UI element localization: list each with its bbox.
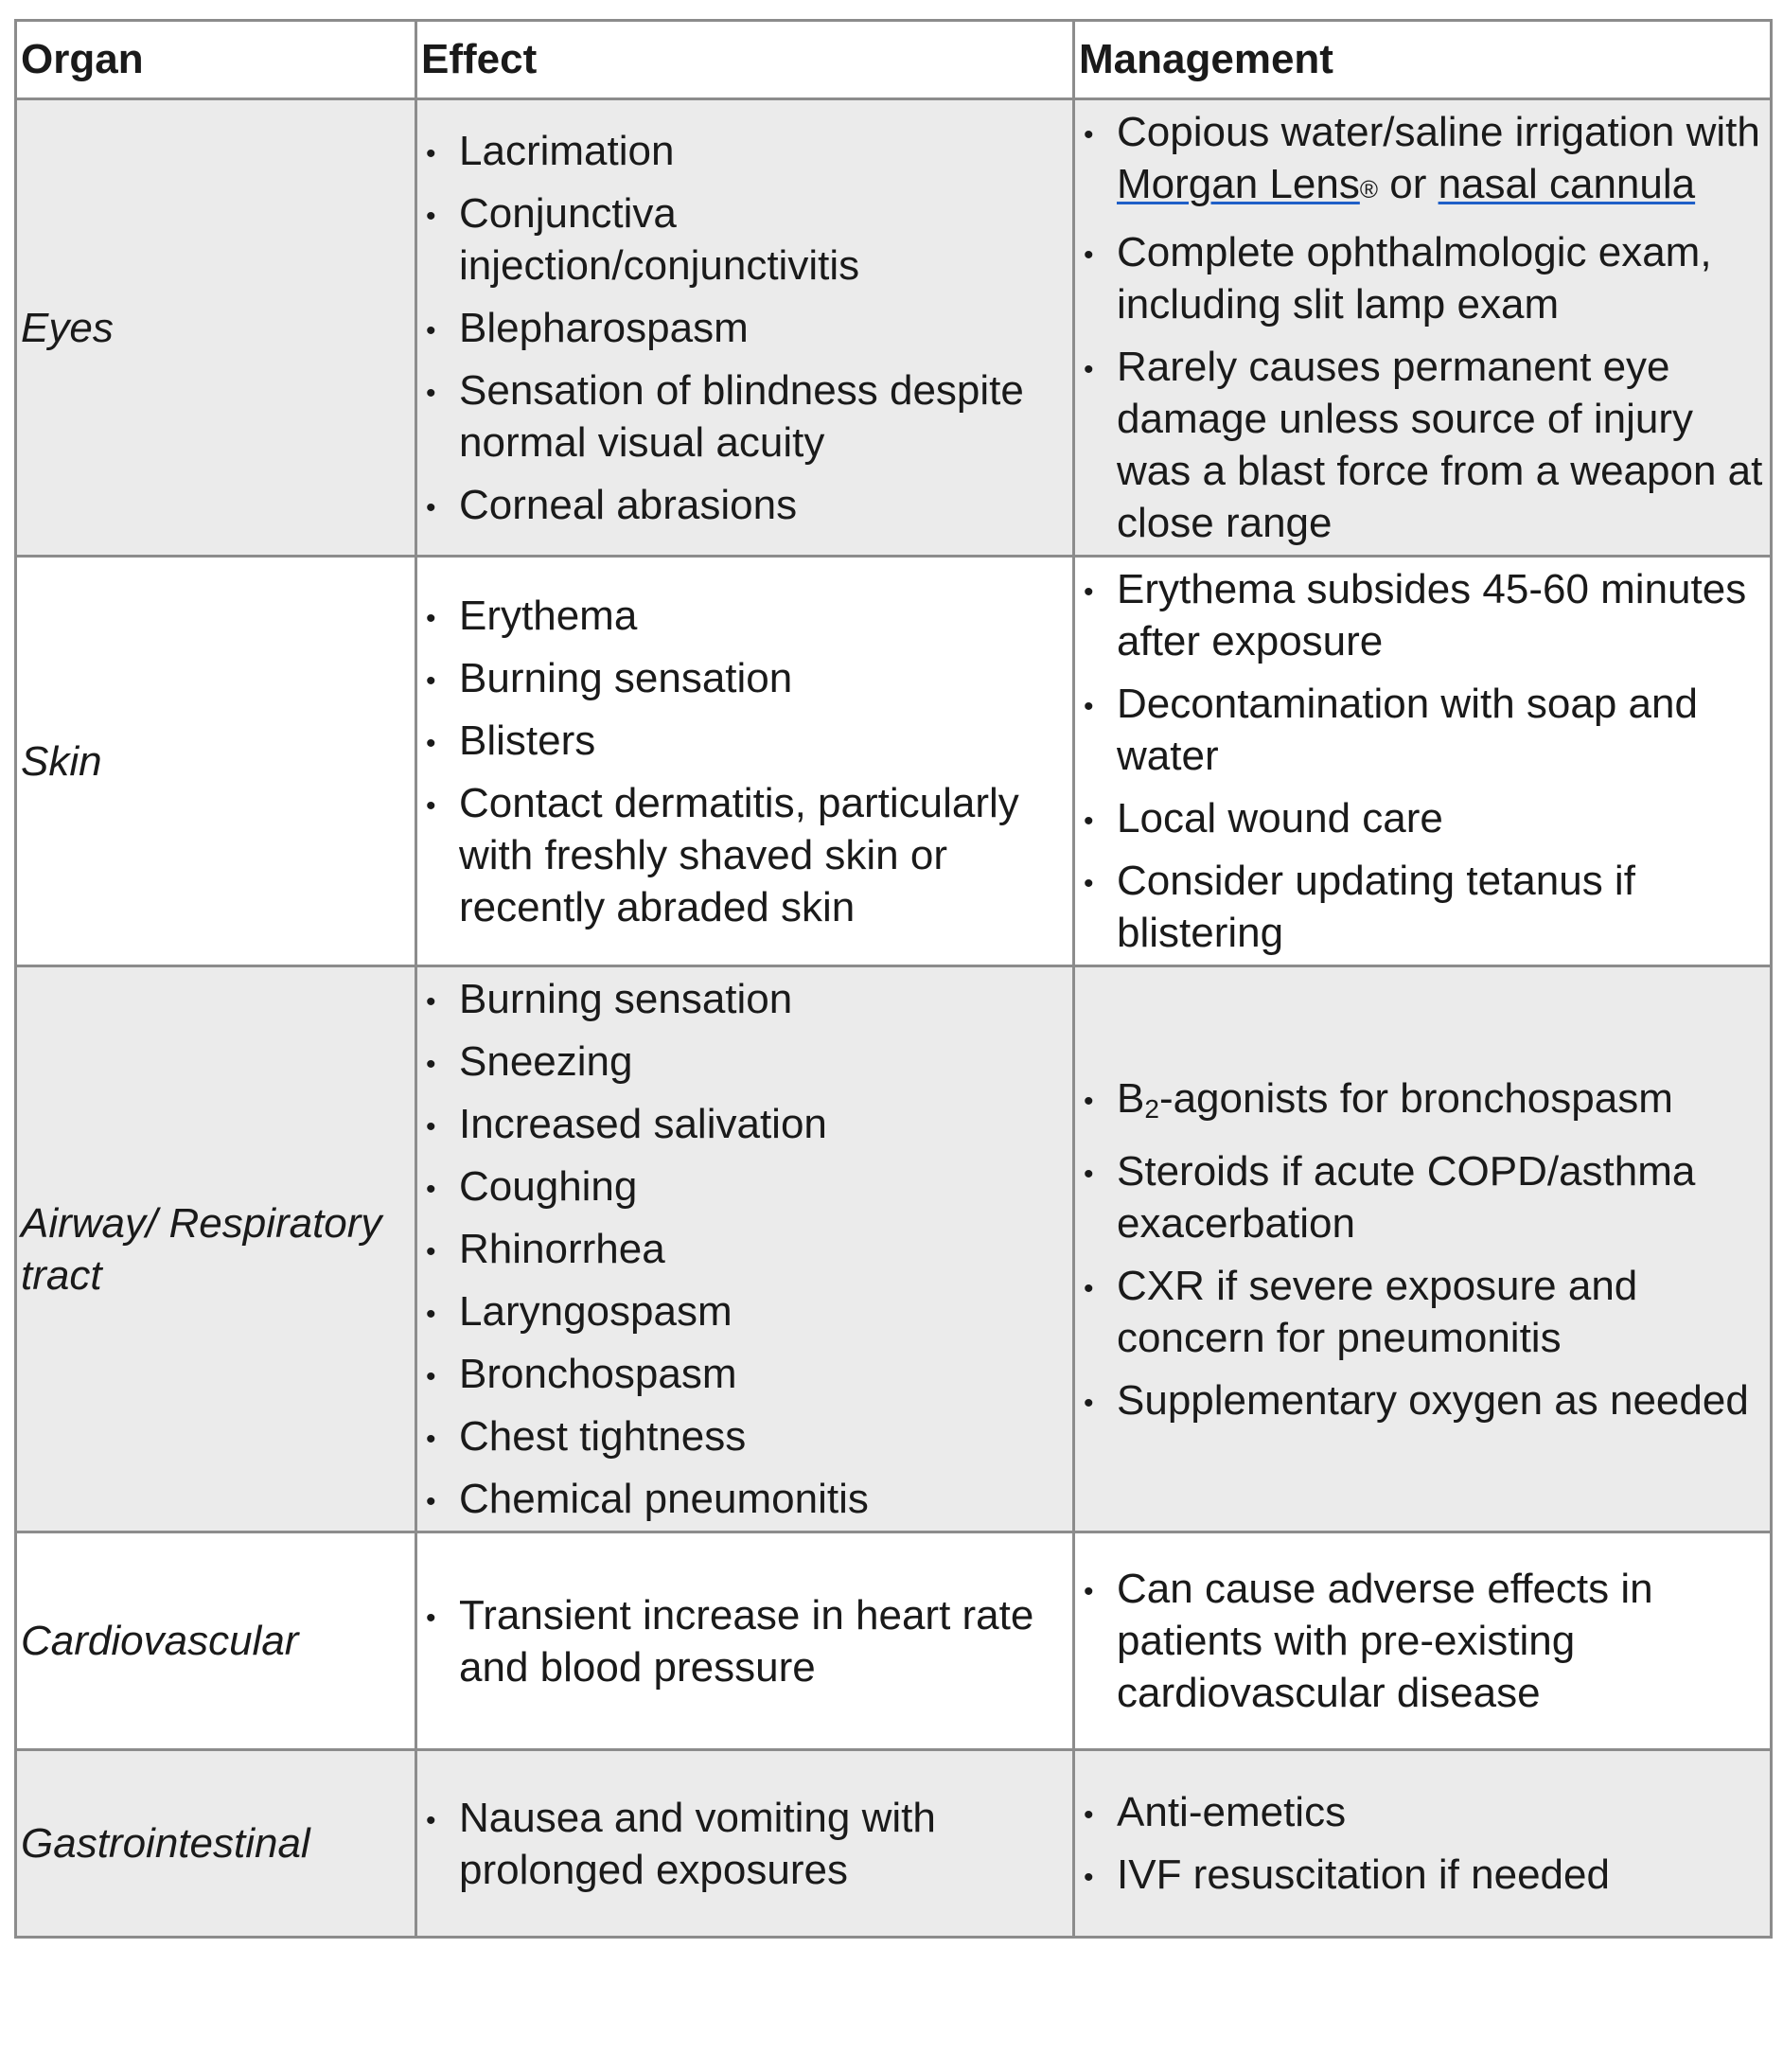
effect-text: Erythema <box>459 592 638 639</box>
bullet-icon: • <box>1084 1862 1094 1893</box>
bullet-icon: • <box>426 377 436 409</box>
list-item <box>1079 1849 1766 1901</box>
effect-list <box>421 1792 1068 1896</box>
list-item <box>421 1098 1068 1150</box>
effect-text: Chest tightness <box>459 1413 747 1460</box>
organ-cell: Skin <box>16 557 416 966</box>
bullet-icon: • <box>1084 1799 1094 1831</box>
effect-list <box>421 973 1068 1525</box>
management-list <box>1079 106 1766 549</box>
list-item <box>1079 341 1766 549</box>
effect-cell <box>416 557 1074 966</box>
list-item <box>421 1473 1068 1525</box>
bullet-icon: • <box>426 1236 436 1267</box>
bullet-icon: • <box>1084 239 1094 271</box>
management-text: Erythema subsides 45-60 minutes after exposure <box>1117 566 1747 664</box>
management-list <box>1079 1072 1766 1426</box>
bullet-icon: • <box>1084 119 1094 151</box>
table-row <box>16 557 1772 966</box>
management-text: Supplementary oxygen as needed <box>1117 1376 1749 1424</box>
effect-text: Nausea and vomiting with prolonged exposures <box>459 1794 936 1893</box>
effect-text: Sneezing <box>459 1038 633 1085</box>
list-item <box>421 1792 1068 1896</box>
bullet-icon: • <box>1084 1085 1094 1117</box>
effect-text: Corneal abrasions <box>459 481 798 528</box>
management-cell <box>1074 1532 1772 1750</box>
list-item <box>421 590 1068 642</box>
header-effect: Effect <box>416 21 1074 99</box>
effect-cell <box>416 966 1074 1532</box>
management-text: Rarely causes permanent eye damage unless source of injury was a blast force from a weapon at close range <box>1117 344 1763 546</box>
bullet-icon: • <box>426 200 436 232</box>
effect-list <box>421 125 1068 531</box>
management-text: IVF resuscitation if needed <box>1117 1851 1610 1898</box>
list-item <box>421 652 1068 704</box>
bullet-icon: • <box>426 1174 436 1205</box>
table-container <box>14 19 1770 1939</box>
organ-cell: Gastrointestinal <box>16 1750 416 1938</box>
management-list <box>1079 1563 1766 1719</box>
organ-effects-table <box>14 19 1773 1939</box>
list-item <box>421 125 1068 177</box>
bullet-icon: • <box>1084 806 1094 837</box>
bullet-icon: • <box>426 727 436 759</box>
management-text: Decontamination with soap and water <box>1117 681 1698 779</box>
effect-list <box>421 590 1068 933</box>
management-text: Local wound care <box>1117 795 1443 841</box>
effect-text: Sensation of blindness despite normal visual acuity <box>459 366 1024 466</box>
table-row <box>16 99 1772 557</box>
list-item <box>421 302 1068 354</box>
effect-text: Contact dermatitis, particularly with freshly shaved skin or recently abraded skin <box>459 779 1019 930</box>
list-item <box>421 1223 1068 1275</box>
list-item <box>1079 563 1766 667</box>
nasal-cannula-link[interactable]: nasal cannula <box>1438 161 1696 207</box>
bullet-icon: • <box>426 137 436 169</box>
table-row <box>16 1750 1772 1938</box>
table-row <box>16 1532 1772 1750</box>
effect-text: Coughing <box>459 1163 638 1210</box>
bullet-icon: • <box>1084 576 1094 608</box>
list-item <box>421 715 1068 767</box>
bullet-icon: • <box>426 1424 436 1455</box>
header-organ: Organ <box>16 21 416 99</box>
management-cell <box>1074 1750 1772 1938</box>
effect-text: Lacrimation <box>459 127 675 174</box>
management-list <box>1079 563 1766 959</box>
list-item <box>1079 106 1766 216</box>
effect-text: Conjunctiva injection/conjunctivitis <box>459 189 860 289</box>
organ-cell: Airway/ Respiratory tract <box>16 966 416 1532</box>
bullet-icon: • <box>426 664 436 697</box>
organ-cell: Eyes <box>16 99 416 557</box>
management-text: -agonists for bronchospasm <box>1158 1074 1673 1122</box>
list-item <box>421 1410 1068 1462</box>
list-item <box>1079 1374 1766 1426</box>
bullet-icon: • <box>426 1602 436 1634</box>
effect-text: Transient increase in heart rate and blood pressure <box>459 1591 1034 1691</box>
bullet-icon: • <box>426 314 436 346</box>
bullet-icon: • <box>426 789 436 822</box>
management-text: Copious water/saline irrigation with <box>1117 109 1760 155</box>
effect-list <box>421 1589 1068 1693</box>
bullet-icon: • <box>426 1299 436 1330</box>
bullet-icon: • <box>426 1111 436 1142</box>
table-header-row <box>16 21 1772 99</box>
effect-text: Increased salivation <box>459 1101 827 1147</box>
list-item <box>1079 678 1766 782</box>
bullet-icon: • <box>1084 691 1094 722</box>
effect-cell <box>416 1750 1074 1938</box>
bullet-icon: • <box>1084 1158 1094 1190</box>
management-text: Steroids if acute COPD/asthma exacerbation <box>1117 1147 1696 1247</box>
bullet-icon: • <box>1084 1387 1094 1419</box>
list-item <box>1079 792 1766 844</box>
list-item <box>1079 1260 1766 1364</box>
management-text: or <box>1378 161 1439 207</box>
management-text: Consider updating tetanus if blistering <box>1117 858 1635 956</box>
effect-text: Chemical pneumonitis <box>459 1476 869 1522</box>
management-cell <box>1074 966 1772 1532</box>
bullet-icon: • <box>426 986 436 1018</box>
bullet-icon: • <box>426 1804 436 1836</box>
management-text: B <box>1117 1074 1145 1122</box>
list-item <box>421 1036 1068 1088</box>
bullet-icon: • <box>426 1049 436 1080</box>
morgan-lens-link[interactable]: Morgan Lens <box>1117 161 1360 207</box>
management-text: Anti-emetics <box>1117 1789 1347 1835</box>
list-item <box>421 1160 1068 1213</box>
bullet-icon: • <box>1084 1576 1094 1607</box>
list-item <box>1079 855 1766 959</box>
management-cell <box>1074 99 1772 557</box>
list-item <box>421 1285 1068 1337</box>
list-item <box>421 479 1068 531</box>
table-row <box>16 966 1772 1532</box>
list-item <box>421 973 1068 1025</box>
effect-cell <box>416 1532 1074 1750</box>
list-item <box>1079 1145 1766 1249</box>
effect-text: Rhinorrhea <box>459 1226 665 1272</box>
management-text: CXR if severe exposure and concern for pneumonitis <box>1117 1262 1638 1361</box>
list-item <box>421 187 1068 292</box>
list-item <box>1079 1072 1766 1135</box>
list-item <box>1079 226 1766 330</box>
effect-cell <box>416 99 1074 557</box>
subscript-text: 2 <box>1144 1093 1159 1124</box>
effect-text: Burning sensation <box>459 654 793 701</box>
effect-text: Burning sensation <box>459 976 793 1022</box>
list-item <box>1079 1563 1766 1719</box>
bullet-icon: • <box>1084 354 1094 385</box>
registered-mark: ® <box>1359 175 1378 204</box>
management-text: Complete ophthalmologic exam, including slit lamp exam <box>1117 229 1712 328</box>
management-cell <box>1074 557 1772 966</box>
list-item <box>1079 1786 1766 1838</box>
effect-text: Laryngospasm <box>459 1288 733 1335</box>
bullet-icon: • <box>426 1361 436 1392</box>
bullet-icon: • <box>426 602 436 634</box>
list-item <box>421 1589 1068 1693</box>
effect-text: Blepharospasm <box>459 304 749 351</box>
list-item <box>421 364 1068 469</box>
effect-text: Bronchospasm <box>459 1351 737 1397</box>
bullet-icon: • <box>426 491 436 523</box>
management-list <box>1079 1786 1766 1901</box>
header-management: Management <box>1074 21 1772 99</box>
bullet-icon: • <box>426 1486 436 1517</box>
list-item <box>421 777 1068 933</box>
organ-cell: Cardiovascular <box>16 1532 416 1750</box>
management-text: Can cause adverse effects in patients with pre-existing cardiovascular disease <box>1117 1566 1653 1716</box>
bullet-icon: • <box>1084 868 1094 899</box>
bullet-icon: • <box>1084 1272 1094 1304</box>
effect-text: Blisters <box>459 717 596 764</box>
list-item <box>421 1348 1068 1400</box>
